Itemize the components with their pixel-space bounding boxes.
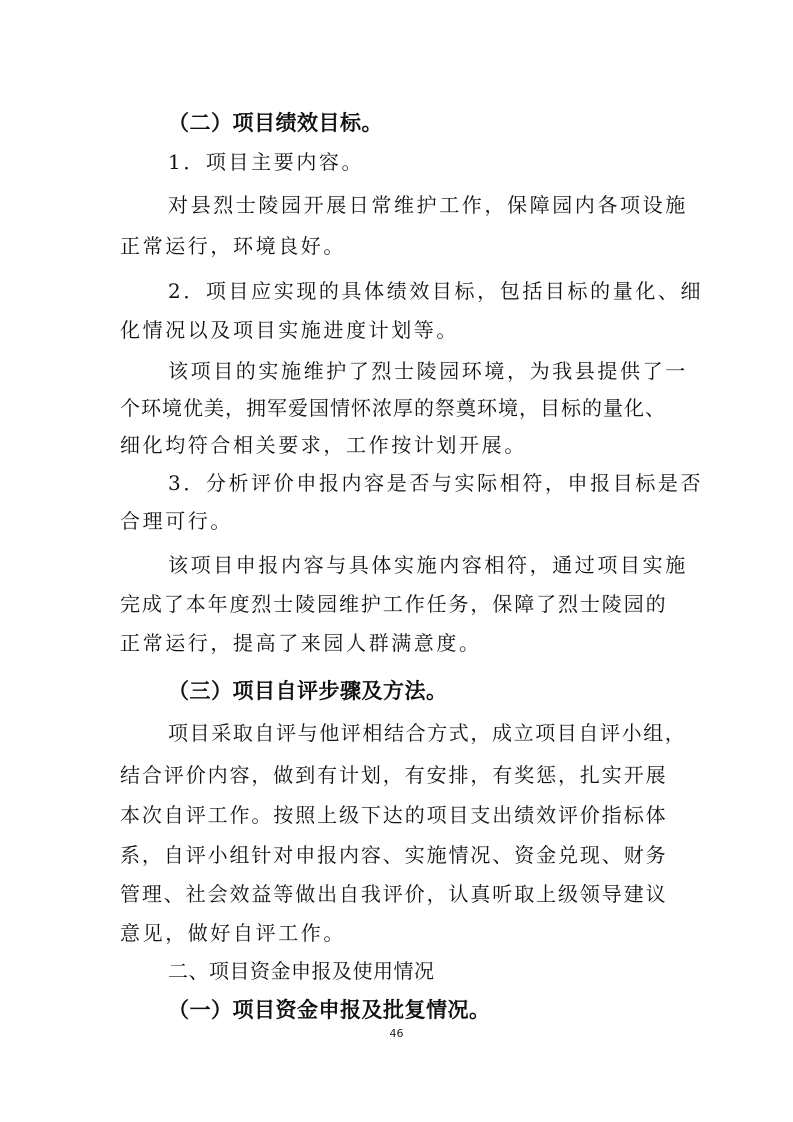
paragraph-line: 系，自评小组针对申报内容、实施情况、资金兑现、财务 (120, 843, 668, 867)
paragraph-line: 正常运行，提高了来园人群满意度。 (120, 631, 482, 655)
paragraph-line: 结合评价内容，做到有计划，有安排，有奖惩，扎实开展 (120, 763, 668, 787)
heading-self-evaluation-steps: （三）项目自评步骤及方法。 (168, 679, 448, 703)
heading-performance-goals: （二）项目绩效目标。 (168, 111, 383, 135)
paragraph-line: 完成了本年度烈士陵园维护工作任务，保障了烈士陵园的 (120, 592, 668, 616)
paragraph-line: 该项目的实施维护了烈士陵园环境，为我县提供了一 (168, 359, 688, 383)
paragraph-line: 意见，做好自评工作。 (120, 921, 346, 945)
paragraph-line: 对县烈士陵园开展日常维护工作，保障园内各项设施 (168, 193, 688, 217)
paragraph-line: 化情况以及项目实施进度计划等。 (120, 318, 459, 342)
subheading-specific-goals: 2．项目应实现的具体绩效目标，包括目标的量化、细 (168, 279, 704, 303)
paragraph-line: 细化均符合相关要求，工作按计划开展。 (120, 433, 527, 457)
paragraph-line: 个环境优美，拥军爱国情怀浓厚的祭奠环境，目标的量化、 (120, 396, 666, 420)
subheading-analysis: 3．分析评价申报内容是否与实际相符，申报目标是否 (168, 471, 704, 495)
paragraph-line: 正常运行，环境良好。 (120, 234, 346, 258)
section-heading-fund-application: 二、项目资金申报及使用情况 (168, 959, 435, 983)
paragraph-line: 管理、社会效益等做出自我评价，认真听取上级领导建议 (120, 882, 668, 906)
heading-fund-approval: （一）项目资金申报及批复情况。 (168, 998, 491, 1022)
page-number: 46 (389, 1027, 404, 1040)
paragraph-line: 项目采取自评与他评相结合方式，成立项目自评小组， (168, 721, 687, 745)
paragraph-line: 本次自评工作。按照上级下达的项目支出绩效评价指标体 (120, 803, 668, 827)
paragraph-line: 该项目申报内容与具体实施内容相符，通过项目实施 (168, 553, 688, 577)
subheading-main-content: 1．项目主要内容。 (168, 150, 365, 174)
paragraph-line: 合理可行。 (120, 509, 233, 533)
